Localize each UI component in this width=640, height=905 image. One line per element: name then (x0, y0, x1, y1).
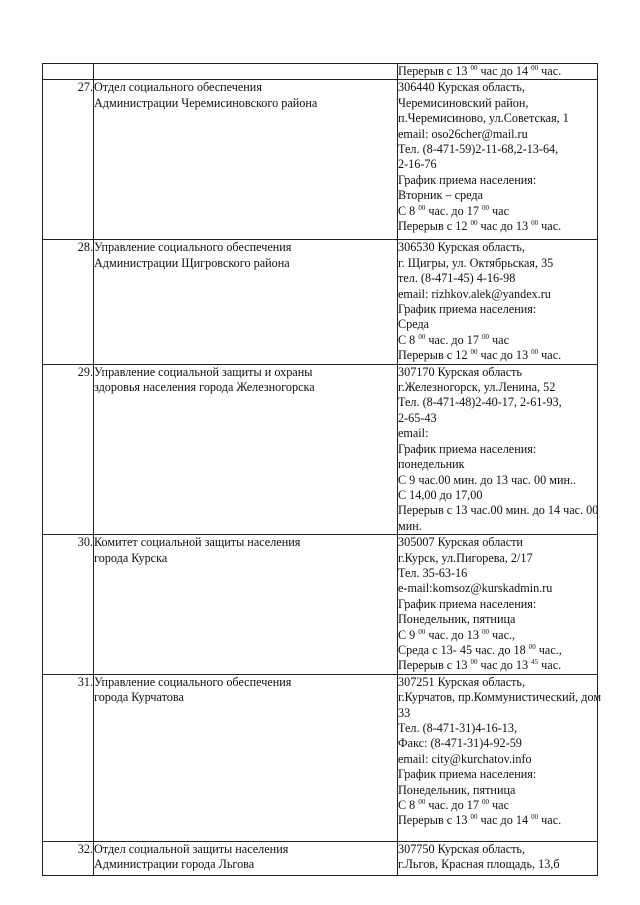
contact-line: 307251 Курская область, (398, 674, 526, 689)
table-row (43, 240, 598, 364)
contact-line: Понедельник, пятница (398, 612, 516, 627)
row-number: 30. (43, 535, 94, 675)
contact-line: График приема населения: (398, 302, 537, 317)
contact-line: Понедельник, пятница (398, 782, 516, 797)
organization-name-line: Комитет социальной защиты населения (94, 535, 301, 550)
contact-line: Перерыв с 13 $^{00}$ час до 14 $^{00}$ час. (398, 64, 562, 78)
organization-name-line: Администрации Щигровского района (94, 255, 290, 270)
contact-line: г.Льгов, Красная площадь, 13,б (398, 857, 560, 872)
contact-line: С 9 час.00 мин. до 13 час. 00 мин.. (398, 472, 577, 487)
contact-line: Перерыв с 12 $^{00}$ час до 13 $^{00}$ час. (398, 219, 562, 234)
contact-line: С 8 $^{00}$ час. до 17 $^{00}$ час (398, 203, 509, 218)
contact-line: Среда с 13- 45 час. до 18 $^{00}$ час., (398, 642, 562, 657)
organization-name-line: Администрации города Льгова (94, 857, 255, 872)
contact-line: email: rizhkov.alek@yandex.ru (398, 286, 551, 301)
contact-line: Вторник – среда (398, 188, 483, 203)
contact-line: Тел. (8-471-59)2-11-68,2-13-64, (398, 142, 559, 157)
contact-line: График приема населения: (398, 441, 537, 456)
contact-cell (398, 364, 598, 534)
organization-name-line: города Курска (94, 550, 168, 565)
row-number: 32. (43, 841, 94, 875)
contact-line: мин. (398, 518, 422, 533)
contact-line: г.Железногорск, ул.Ленина, 52 (398, 380, 556, 395)
contact-line: г. Щигры, ул. Октябрьская, 35 (398, 255, 554, 270)
table-row (43, 80, 598, 240)
organization-cell (94, 64, 398, 80)
contact-line: Перерыв с 12 $^{00}$ час до 13 $^{00}$ час. (398, 348, 562, 363)
contact-line: Тел. 35-63-16 (398, 565, 468, 580)
contact-line: С 9 $^{00}$ час. до 13 $^{00}$ час., (398, 627, 516, 642)
organization-cell (94, 674, 398, 841)
contact-line: Тел. (8-471-48)2-40-17, 2-61-93, (398, 395, 562, 410)
contact-cell (398, 240, 598, 364)
contact-cell (398, 535, 598, 675)
organization-cell (94, 80, 398, 240)
organization-cell (94, 240, 398, 364)
organization-name-line: Отдел социальной защиты населения (94, 841, 289, 856)
organization-name-line: Администрации Черемисиновского района (94, 95, 318, 110)
contact-line: Перерыв с 13 $^{00}$ час до 14 $^{00}$ час. (398, 813, 562, 828)
contact-line: email: (398, 426, 429, 441)
organization-cell (94, 841, 398, 875)
row-number (43, 64, 94, 80)
contact-line: п.Черемисиново, ул.Советская, 1 (398, 111, 569, 126)
contact-line: Тел. (8-471-31)4-16-13, (398, 721, 517, 735)
row-number: 29. (43, 364, 94, 534)
contact-line: График приема населения: (398, 767, 537, 782)
contact-line: 2-16-76 (398, 157, 437, 172)
table-body (43, 64, 602, 876)
organization-name-line: здоровья населения города Железногорска (94, 380, 315, 395)
table-row (43, 64, 598, 80)
contact-line: e-mail:komsoz@kurskadmin.ru (398, 581, 553, 596)
contact-cell (398, 64, 598, 80)
contact-line: г.Курчатов, пр.Коммунистический, дом (398, 690, 602, 705)
contact-cell (398, 841, 598, 875)
contact-line: С 8 $^{00}$ час. до 17 $^{00}$ час (398, 798, 509, 813)
contact-line: email: oso26cher@mail.ru (398, 126, 528, 141)
contact-line: 306530 Курская область, (398, 240, 526, 255)
table-row (43, 674, 598, 841)
organization-name-line: Отдел социального обеспечения (94, 80, 262, 95)
contact-line: С 14,00 до 17,00 (398, 487, 483, 502)
contact-line: понедельник (398, 457, 465, 472)
contact-line: тел. (8-471-45) 4-16-98 (398, 271, 516, 286)
contact-line: Перерыв с 13 $^{00}$ час до 13 $^{45}$ час. (398, 658, 562, 673)
organization-name-line: Управление социального обеспечения (94, 674, 292, 689)
contact-line: 2-65-43 (398, 410, 437, 425)
table-row (43, 364, 598, 534)
row-number: 28. (43, 240, 94, 364)
contact-line: График приема населения: (398, 172, 537, 187)
contact-line: Факс: (8-471-31)4-92-59 (398, 736, 522, 751)
table-row (43, 535, 598, 675)
table-row (43, 841, 598, 875)
contact-line: С 8 $^{00}$ час. до 17 $^{00}$ час (398, 332, 509, 347)
agencies-table (42, 63, 602, 876)
organization-name-line: Управление социального обеспечения (94, 240, 292, 255)
contact-line: г.Курск, ул.Пигорева, 2/17 (398, 550, 533, 565)
organization-cell (94, 535, 398, 675)
organization-name-line: Управление социальной защиты и охраны (94, 364, 313, 379)
organization-cell (94, 364, 398, 534)
contact-line: email: city@kurchatov.info (398, 751, 532, 766)
contact-cell (398, 674, 602, 841)
contact-line: Черемисиновский район, (398, 95, 529, 110)
contact-cell (398, 80, 598, 240)
contact-line: Среда (398, 317, 430, 332)
contact-line: 306440 Курская область, (398, 80, 526, 95)
contact-line: 307170 Курская область (398, 364, 522, 379)
contact-line: 305007 Курская области (398, 535, 523, 550)
organization-name-line: города Курчатова (94, 690, 184, 705)
contact-line: График приема населения: (398, 596, 537, 611)
contact-line: 33 (398, 705, 411, 720)
row-number: 27. (43, 80, 94, 240)
contact-line: Перерыв с 13 час.00 мин. до 14 час. 00 (398, 503, 599, 518)
contact-line: 307750 Курская область, (398, 841, 526, 856)
row-number: 31. (43, 674, 94, 841)
